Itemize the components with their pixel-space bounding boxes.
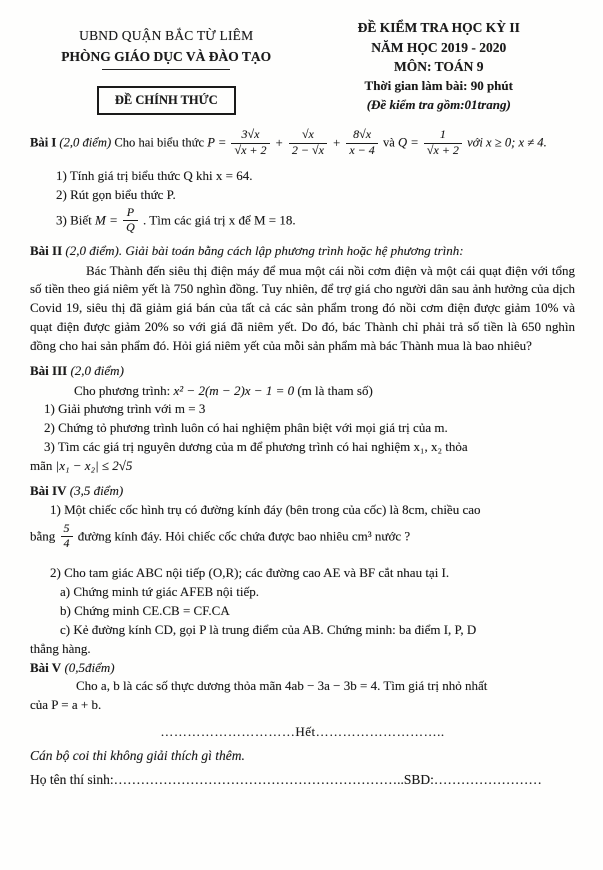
fraction-numerator: 3√x <box>231 128 269 143</box>
fraction-numerator: 8√x <box>346 128 377 143</box>
problem-4-item-2c-line-1: c) Kẻ đường kính CD, gọi P là trung điểm của AB. Chứng minh: ba điểm I, P, D <box>60 621 477 637</box>
fraction-numerator: 5 <box>61 522 73 537</box>
problem-1-item-2: 2) Rút gọn biểu thức P. <box>56 186 176 202</box>
absolute-value-condition: |x₁ − x₂| ≤ 2√5 <box>55 457 133 473</box>
formula-q-lhs: Q = <box>398 135 419 150</box>
problem-1-heading <box>30 129 575 158</box>
fraction-denominator: Q <box>126 220 135 235</box>
problem-5-label: Bài V <box>30 659 62 675</box>
fraction-denominator: 4 <box>63 535 70 550</box>
duration-line: Thời gian làm bài: 90 phút <box>364 77 513 93</box>
problem-4-label: Bài IV <box>30 482 67 498</box>
problem-1-item-1: 1) Tính giá trị biểu thức Q khi x = 64. <box>56 168 253 184</box>
and-connector: và <box>382 135 395 150</box>
fraction-p3 <box>346 128 377 157</box>
problem-1-item-3 <box>30 204 575 236</box>
formula-m-lhs: M = <box>95 212 118 228</box>
end-divider-line: …………………………Hết……………………….. <box>160 724 445 740</box>
problem-4-item-2c-line-2: thẳng hàng. <box>30 640 91 656</box>
fraction-numerator: P <box>123 206 138 221</box>
fraction-q <box>424 128 462 157</box>
problem-3-label: Bài III <box>30 362 68 378</box>
fraction-p1 <box>231 128 269 157</box>
fraction-numerator: 1 <box>424 128 462 143</box>
problem-4-item-2a: a) Chứng minh tứ giác AFEB nội tiếp. <box>60 584 259 600</box>
problem-3-item-1: 1) Giải phương trình với m = 3 <box>44 401 206 417</box>
problem-1-label: Bài I <box>30 135 57 150</box>
plus-operator: + <box>275 135 283 150</box>
fraction-denominator: √x + 2 <box>234 142 267 157</box>
problem-4-item-2b: b) Chứng minh CE.CB = CF.CA <box>60 603 230 619</box>
problem-4-item-2: 2) Cho tam giác ABC nội tiếp (O,R); các đường cao AE và BF cắt nhau tại I. <box>50 565 450 581</box>
problem-2-points: (2,0 điểm). <box>65 242 123 258</box>
item-3-prefix: 3) Biết <box>56 212 92 228</box>
formula-p-lhs: P = <box>207 135 227 150</box>
problem-4-item-1-line-1: 1) Một chiếc cốc hình trụ có đường kính đáy (bên trong của cốc) là 8cm, chiều cao <box>50 501 481 517</box>
problem-2-label: Bài II <box>30 242 63 258</box>
problem-3-item-2: 2) Chứng tỏ phương trình luôn có hai nghiệm phân biệt với mọi giá trị của m. <box>44 420 448 436</box>
cylinder-prefix: bằng <box>30 527 56 543</box>
fraction-denominator: 2 − √x <box>291 142 324 157</box>
item-3-wrap-prefix: mãn <box>30 457 53 473</box>
quadratic-equation: x² − 2(m − 2)x − 1 = 0 <box>173 382 295 398</box>
page-count-note: (Đề kiểm tra gồm:01trang) <box>366 96 511 112</box>
official-exam-box: ĐỀ CHÍNH THỨC <box>97 86 236 115</box>
equation-prefix: Cho phương trình: <box>74 382 171 398</box>
problem-4-heading <box>30 482 575 501</box>
subject-line: MÔN: TOÁN 9 <box>393 59 484 75</box>
plus-operator: + <box>333 135 341 150</box>
problem-1-intro: Cho hai biểu thức <box>114 135 205 150</box>
problem-1-points: (2,0 điểm) <box>59 135 112 150</box>
equation-note: (m là tham số) <box>297 382 373 398</box>
department-line: PHÒNG GIÁO DỤC VÀ ĐÀO TẠO <box>61 48 272 64</box>
fraction-numerator: √x <box>289 128 327 143</box>
problem-2-heading <box>30 242 575 261</box>
problem-5-heading <box>30 659 575 678</box>
student-name-line: Họ tên thí sinh:………………………………………………………..SBD:…………………… <box>30 771 542 787</box>
problem-4-item-1-line-2 <box>30 520 575 552</box>
problem-3-points: (2,0 điểm) <box>70 362 124 378</box>
domain-condition: với x ≥ 0; x ≠ 4. <box>467 135 547 150</box>
problem-3-item-3-line-1: 3) Tìm các giá trị nguyên dương của m để phương trình có hai nghiệm x₁, x₂ thỏa <box>44 439 468 455</box>
problem-3-equation-line <box>30 382 575 401</box>
fraction-denominator: √x + 2 <box>426 142 459 157</box>
header-left-block <box>30 18 303 115</box>
fraction-denominator: x − 4 <box>349 142 375 157</box>
problem-3-heading <box>30 362 575 381</box>
school-year: NĂM HỌC 2019 - 2020 <box>371 39 507 55</box>
problem-4-points: (3,5 điểm) <box>69 482 124 498</box>
problem-5-line-1: Cho a, b là các số thực dương thỏa mãn 4ab − 3a − 3b = 4. Tìm giá trị nhỏ nhất <box>76 678 488 694</box>
problem-2-paragraph: Bác Thành đến siêu thị điện máy để mua một cái nồi cơm điện và một cái quạt điện với tổng số tiền theo giá niêm yết là 750 nghìn đồng. Tuy nhiên, để trợ giá cho người dân sau ảnh hưởng của dịch Covid 19, siêu thị đã giảm giá bán của tất cả các sản phẩm trong đó nồi cơm điện được giảm 10% và quạt điện được giảm 20% so với giá đã niêm yết. Do đó, bác Thành chỉ phải trả số tiền là 650 nghìn đồng cho hai sản phẩm đó. Hỏi giá niêm yết của mỗi sản phẩm mà bác Thành mua là bao nhiêu? <box>30 262 575 353</box>
header <box>30 18 575 115</box>
item-3-suffix: . Tìm các giá trị x để M = 18. <box>143 212 296 228</box>
proctor-note: Cán bộ coi thi không giải thích gì thêm. <box>30 747 245 763</box>
issuer-line: UBND QUẬN BẮC TỪ LIÊM <box>79 28 254 43</box>
fraction-five-fourths <box>61 522 73 551</box>
header-right-block <box>303 18 576 115</box>
problem-5-line-2: của P = a + b. <box>30 697 102 713</box>
exam-title: ĐỀ KIỂM TRA HỌC KỲ II <box>357 20 520 35</box>
problem-5-points: (0,5điểm) <box>64 659 115 675</box>
fraction-p2 <box>289 128 327 157</box>
fraction-m <box>123 206 138 235</box>
problem-2-subtitle: Giải bài toán bằng cách lập phương trình hoặc hệ phương trình: <box>125 242 464 258</box>
cylinder-suffix: đường kính đáy. Hỏi chiếc cốc chứa được bao nhiêu cm³ nước ? <box>77 527 411 543</box>
problem-3-item-3-line-2 <box>30 457 575 476</box>
